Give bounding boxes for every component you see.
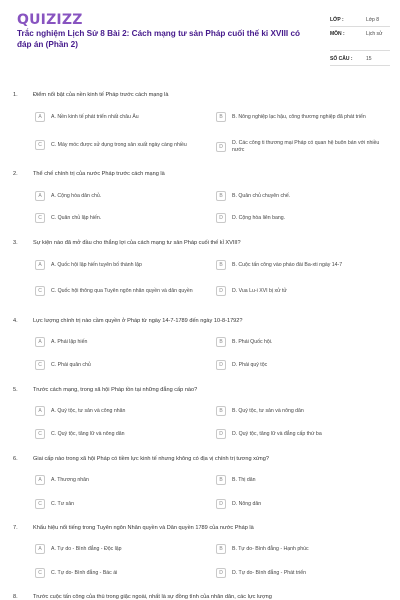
option-a[interactable] bbox=[35, 475, 207, 485]
option-text: B. Nông nghiệp lạc hậu, công thương nghiệp đã phát triển bbox=[232, 113, 366, 120]
count-value: 15 bbox=[366, 56, 372, 62]
option-letter-box: D bbox=[216, 568, 226, 578]
question-text: Giai cấp nào trong xã hội Pháp có tiềm lực kinh tế nhưng không có địa vị chính trị tương xứng? bbox=[33, 456, 270, 462]
option-c[interactable] bbox=[35, 360, 207, 370]
option-text: A. Cộng hòa dân chủ. bbox=[51, 192, 102, 199]
option-text: C. Quân chủ lập hiến. bbox=[51, 214, 102, 221]
question-number: 5. bbox=[13, 387, 18, 393]
question-number: 7. bbox=[13, 525, 18, 531]
option-text: B. Thị dân bbox=[232, 476, 256, 483]
option-b[interactable] bbox=[216, 475, 388, 485]
option-letter-box: A bbox=[35, 112, 45, 122]
option-letter-box: B bbox=[216, 112, 226, 122]
option-b[interactable] bbox=[216, 260, 388, 270]
option-text: A. Thương nhân bbox=[51, 476, 89, 483]
option-letter-box: C bbox=[35, 499, 45, 509]
option-text: B. Phái Quốc hội. bbox=[232, 338, 273, 345]
option-d[interactable] bbox=[216, 568, 388, 578]
option-letter-box: D bbox=[216, 286, 226, 296]
option-text: D. Các công ti thương mại Pháp có quan hệ buôn bán với nhiều nước bbox=[232, 140, 380, 153]
option-a[interactable] bbox=[35, 112, 207, 122]
question-text: Điểm nổi bật của nền kinh tế Pháp trước cách mạng là bbox=[33, 92, 169, 98]
option-c[interactable] bbox=[35, 286, 207, 296]
question-number: 2. bbox=[13, 171, 18, 177]
option-c[interactable] bbox=[35, 140, 207, 150]
option-text: D. Tự do- Bình đẳng - Phát triển bbox=[232, 569, 307, 576]
option-d[interactable] bbox=[216, 140, 388, 154]
option-b[interactable] bbox=[216, 337, 388, 347]
option-text: A. Quốc hội lập hiến tuyên bố thành lập bbox=[51, 261, 142, 268]
option-text: C. Máy móc được sử dụng trong sản xuất ngày càng nhiều bbox=[51, 141, 187, 148]
option-text: D. Quý tộc, tăng lữ và đẳng cấp thứ ba bbox=[232, 430, 322, 437]
option-b[interactable] bbox=[216, 544, 388, 554]
option-text: A. Tự do - Bình đẳng - Độc lập bbox=[51, 545, 122, 552]
option-d[interactable] bbox=[216, 429, 388, 439]
option-letter-box: D bbox=[216, 142, 226, 152]
question-text: Trước cách mạng, trong xã hội Pháp tồn tại những đẳng cấp nào? bbox=[33, 387, 198, 393]
option-c[interactable] bbox=[35, 213, 207, 223]
option-d[interactable] bbox=[216, 286, 388, 296]
option-text: A. Nền kinh tế phát triển nhất châu Âu bbox=[51, 113, 139, 120]
subject-value: Lịch sử bbox=[366, 31, 383, 37]
option-letter-box: A bbox=[35, 191, 45, 201]
option-letter-box: D bbox=[216, 360, 226, 370]
count-label: SỐ CÂU : bbox=[330, 56, 353, 62]
option-letter-box: C bbox=[35, 568, 45, 578]
class-label: LỚP : bbox=[330, 17, 344, 23]
subject-label: MÔN : bbox=[330, 31, 345, 37]
option-letter-box: B bbox=[216, 406, 226, 416]
option-text: D. Phái quý tộc bbox=[232, 361, 268, 368]
option-letter-box: A bbox=[35, 260, 45, 270]
question-text: Trước cuộc tấn công của thù trong giặc ngoài, nhất là sự đồng tình của nhân dân, các lực lượng bbox=[33, 594, 272, 600]
option-b[interactable] bbox=[216, 191, 388, 201]
option-text: C. Tư sản bbox=[51, 500, 74, 507]
option-letter-box: B bbox=[216, 475, 226, 485]
option-c[interactable] bbox=[35, 499, 207, 509]
option-letter-box: A bbox=[35, 406, 45, 416]
option-letter-box: C bbox=[35, 213, 45, 223]
question-text: Sự kiện nào đã mở đầu cho thắng lợi của cách mạng tư sản Pháp cuối thế kỉ XVIII? bbox=[33, 240, 241, 246]
question-number: 6. bbox=[13, 456, 18, 462]
option-letter-box: A bbox=[35, 475, 45, 485]
question-number: 4. bbox=[13, 318, 18, 324]
option-letter-box: A bbox=[35, 337, 45, 347]
option-text: B. Quý tộc, tư sản và nông dân bbox=[232, 407, 304, 414]
option-text: B. Tự do- Bình đẳng - Hạnh phúc bbox=[232, 545, 309, 552]
option-text: B. Cuộc tấn công vào pháo đài Ba-xti ngày 14-7 bbox=[232, 261, 343, 268]
option-a[interactable] bbox=[35, 406, 207, 416]
option-text: D. Cộng hòa liên bang. bbox=[232, 214, 286, 221]
option-text: A. Quý tộc, tư sản và công nhân bbox=[51, 407, 126, 414]
option-a[interactable] bbox=[35, 191, 207, 201]
option-text: C. Quốc hội thông qua Tuyên ngôn nhân quyền và dân quyền bbox=[51, 287, 193, 294]
option-d[interactable] bbox=[216, 360, 388, 370]
option-text: D. Nông dân bbox=[232, 500, 262, 507]
option-a[interactable] bbox=[35, 544, 207, 554]
page-title: Trắc nghiệm Lịch Sử 8 Bài 2: Cách mạng tư sản Pháp cuối thế kỉ XVIII có đáp án (Phần 2) bbox=[17, 29, 301, 49]
option-letter-box: D bbox=[216, 499, 226, 509]
question-number: 1. bbox=[13, 92, 18, 98]
divider bbox=[330, 26, 390, 27]
class-value: Lớp 8 bbox=[366, 17, 380, 23]
option-letter-box: A bbox=[35, 544, 45, 554]
option-letter-box: C bbox=[35, 360, 45, 370]
option-letter-box: C bbox=[35, 429, 45, 439]
option-letter-box: B bbox=[216, 544, 226, 554]
option-a[interactable] bbox=[35, 337, 207, 347]
option-letter-box: B bbox=[216, 337, 226, 347]
option-letter-box: B bbox=[216, 191, 226, 201]
option-b[interactable] bbox=[216, 406, 388, 416]
worksheet-header bbox=[0, 0, 400, 68]
option-a[interactable] bbox=[35, 260, 207, 270]
question-number: 3. bbox=[13, 240, 18, 246]
option-letter-box: C bbox=[35, 140, 45, 150]
option-letter-box: D bbox=[216, 429, 226, 439]
option-letter-box: C bbox=[35, 286, 45, 296]
option-text: C. Phái quân chủ bbox=[51, 361, 91, 368]
option-text: A. Phái lập hiến bbox=[51, 338, 88, 345]
divider bbox=[330, 65, 390, 66]
option-b[interactable] bbox=[216, 112, 388, 122]
question-text: Thể chế chính trị của nước Pháp trước cách mạng là bbox=[33, 171, 165, 177]
question-text: Lực lượng chính trị nào cầm quyền ở Pháp từ ngày 14-7-1789 đến ngày 10-8-1792? bbox=[33, 318, 243, 324]
option-letter-box: D bbox=[216, 213, 226, 223]
question-number: 8. bbox=[13, 594, 18, 600]
option-text: B. Quân chủ chuyên chế. bbox=[232, 192, 291, 199]
option-d[interactable] bbox=[216, 499, 388, 509]
option-d[interactable] bbox=[216, 213, 388, 223]
option-letter-box: B bbox=[216, 260, 226, 270]
option-text: D. Vua Lu-i XVI bị xử tử bbox=[232, 287, 287, 294]
option-c[interactable] bbox=[35, 568, 207, 578]
quizizz-logo: QUIZIZZ bbox=[17, 12, 83, 28]
option-c[interactable] bbox=[35, 429, 207, 439]
divider bbox=[330, 50, 390, 51]
option-text: C. Tự do- Bình đẳng - Bác ái bbox=[51, 569, 118, 576]
question-text: Khẩu hiệu nổi tiếng trong Tuyên ngôn Nhân quyền và Dân quyền 1789 của nước Pháp là bbox=[33, 525, 254, 531]
option-text: C. Quý tộc, tăng lữ và nông dân bbox=[51, 430, 125, 437]
